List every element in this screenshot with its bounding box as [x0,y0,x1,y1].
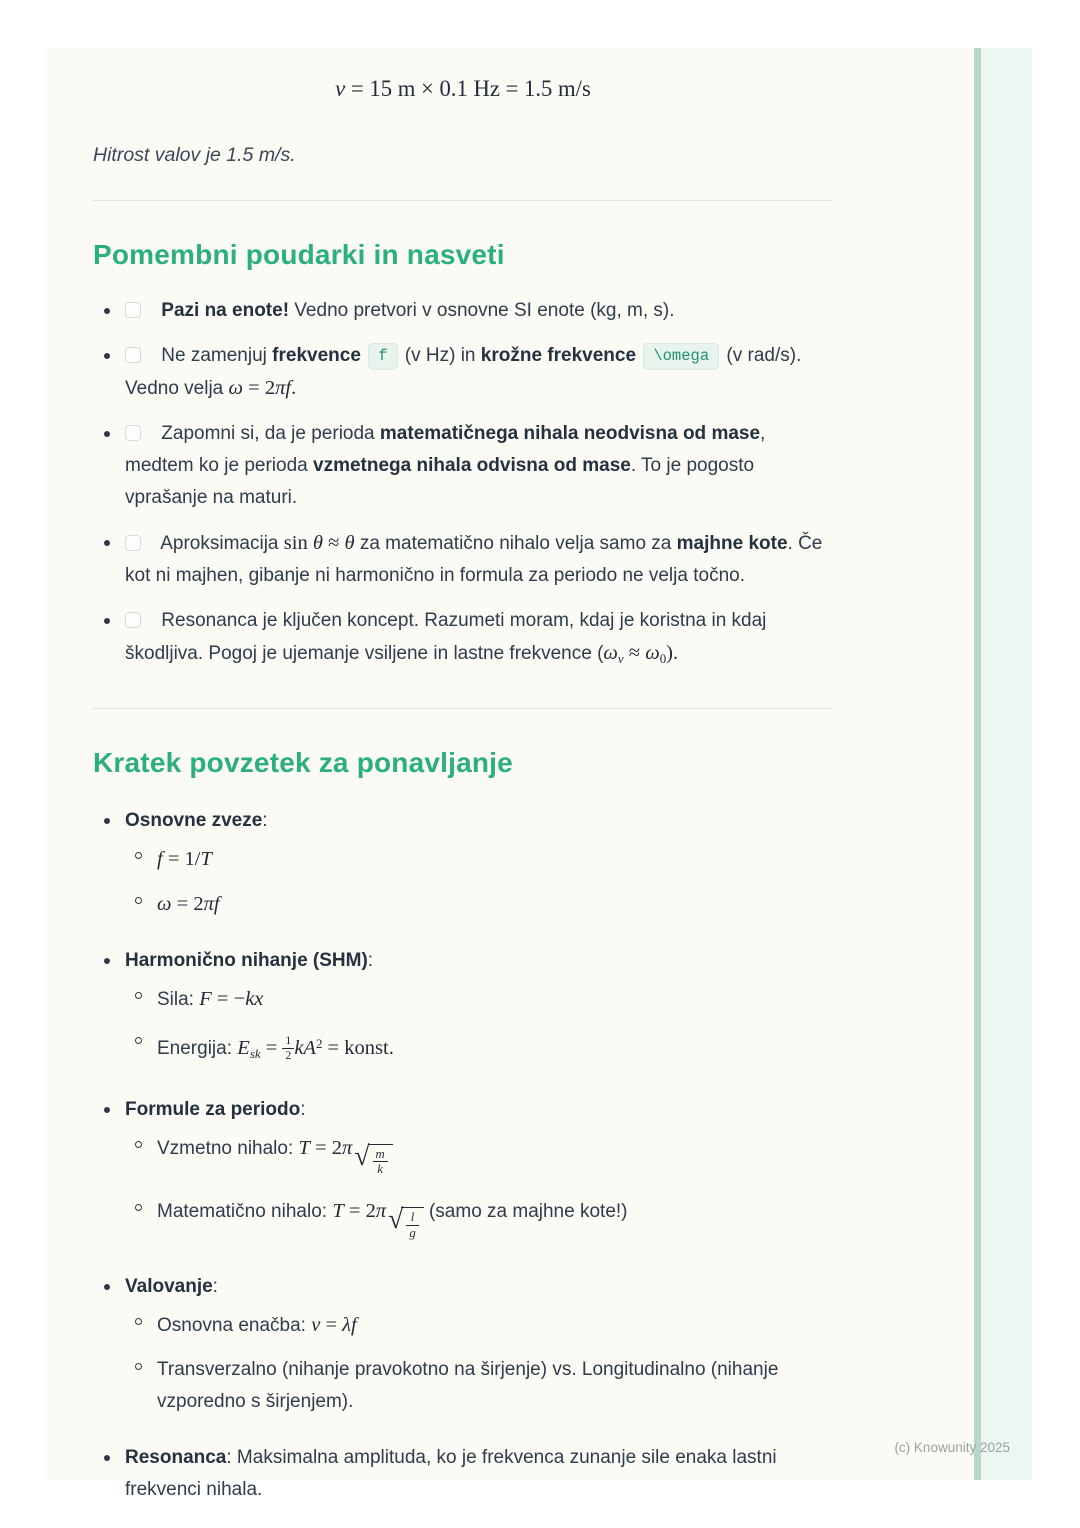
math-fragment: ω [157,892,172,915]
text-segment: Sila: [157,988,200,1010]
math-fragment: θ [312,532,323,554]
circle-bullet-icon [135,1363,142,1370]
item-text [157,894,220,915]
math-fragment: v [617,650,624,666]
text-segment: Osnovna enačba: [157,1314,312,1336]
bullet-icon [104,958,110,964]
item-text [161,300,674,321]
item-text [157,1136,393,1177]
text-segment: . To je pogosto vprašanje na maturi. [125,455,755,508]
item-text [125,345,801,399]
math-fragment: πf [203,892,220,915]
page-card [47,48,1032,1500]
checklist-item [125,605,833,675]
text-segment [636,345,641,366]
text-segment: Osnovne zveze [125,809,263,831]
text-segment: (v rad/s). Vedno velja [125,345,802,399]
text-segment: Zapomni si, da je perioda [161,423,380,444]
math-fragment: π [342,1136,353,1159]
text-segment: Pazi na enote! [161,300,290,321]
sub-list [125,840,833,924]
math-fragment: = 15 m × 0.1 Hz = 1.5 m/s [345,76,591,101]
sub-list [125,980,833,1073]
item-text [157,989,263,1010]
math-fragment: = 1/ [162,847,201,870]
text-segment: Formule za periodo [125,1098,301,1120]
summary-subitem [157,1025,833,1073]
copyright-text: (c) Knowunity 2025 [894,1440,1010,1455]
summary-item [125,1442,833,1506]
item-text [125,1276,218,1297]
circle-bullet-icon [135,852,142,859]
math-fragment: T [332,1200,344,1223]
text-segment: Matematično nihalo: [157,1201,333,1223]
text-segment: Energija: [157,1037,238,1059]
math-fragment: sk [249,1045,261,1061]
math-fragment: v [311,1313,321,1336]
checkbox[interactable] [125,535,141,551]
summary-item [125,1271,833,1421]
math-fragment: ω [645,642,660,664]
square-root [354,1139,392,1183]
checklist-item [125,340,833,405]
circle-bullet-icon [135,1141,142,1148]
item-text [125,533,822,586]
math-fragment: kA [294,1036,316,1059]
math-fragment: π [375,1200,387,1223]
code-chip: \omega [643,343,719,370]
math-fragment: = 2 [343,1200,376,1223]
math-fragment: sin [283,532,313,554]
section-title-highlights: Pomembni poudarki in nasveti [93,239,505,270]
circle-bullet-icon [135,1204,142,1211]
item-text [157,849,212,870]
item-text [157,1034,394,1062]
square-root [388,1203,424,1246]
radical-icon: √ [354,1139,370,1171]
checklist-item [125,295,833,327]
text-segment: , medtem ko je perioda [125,423,766,476]
checkbox[interactable] [125,347,141,363]
summary-item [125,1094,833,1250]
text-segment: Valovanje [125,1275,213,1297]
bullet-icon [104,1107,110,1113]
checklist-item [125,418,833,514]
circle-bullet-icon [135,992,142,999]
math-fragment: kx [245,987,264,1010]
item-text [125,810,268,831]
text-segment: majhne kote [676,533,788,554]
text-segment: Resonanca je ključen koncept. Razumeti moram, kdaj je koristna in kdaj škodljiva. Pogoj je ujemanje vsiljene in lastne frekvence ( [125,610,767,664]
sub-list [125,1129,833,1250]
summary-subitem [157,1351,833,1421]
math-fragment: λf [342,1313,357,1336]
math-fragment: ). [666,642,679,664]
math-fragment: = [260,1036,283,1059]
text-segment: Transverzalno (nihanje pravokotno na širjenje) vs. Longitudinalno (nihanje vzporedno s širjenjem). [157,1358,779,1412]
summary-item [125,945,833,1073]
math-fragment: = [320,1313,343,1336]
math-fragment: πf [275,377,292,399]
summary-subitem [157,885,833,924]
content-column [93,48,833,1527]
text-segment: : Maksimalna amplituda, ko je frekvenca zunanje sile enaka lastni frekvenci nihala. [125,1446,777,1500]
summary-list [93,805,833,1506]
item-text [125,1099,306,1120]
math-fragment: = − [211,987,246,1010]
bullet-icon [104,308,110,314]
summary-subitem [157,1129,833,1187]
summary-subitem [157,840,833,879]
math-fragment: 0 [659,650,667,666]
text-segment [361,345,366,366]
math-fragment: θ [344,532,355,554]
math-fragment: ω [603,642,618,664]
section-divider [93,708,833,709]
fraction: $\frac{1}{2}$ [282,1034,294,1061]
text-segment: za matematično nihalo velja samo za [354,533,677,554]
math-fragment: = 2 [243,377,276,399]
math-fragment: = konst. [322,1036,394,1059]
text-segment: krožne frekvence [480,345,637,366]
text-segment: Resonanca [125,1446,227,1468]
math-fragment: ω [228,377,244,399]
text-segment: : [367,949,374,971]
section-title-summary: Kratek povzetek za ponavljanje [93,746,513,778]
math-fragment: T [200,847,212,870]
highlights-list [93,295,833,675]
circle-bullet-icon [135,1318,142,1325]
summary-item [125,805,833,924]
text-segment: matematičnega nihala neodvisna od mase [379,423,761,444]
circle-bullet-icon [135,1037,142,1044]
text-segment: Vedno pretvori v osnovne SI enote (kg, m, s). [289,300,675,321]
bullet-icon [104,1455,110,1461]
text-segment: vzmetnega nihala odvisna od mase [313,455,631,476]
top-formula [93,48,833,102]
text-segment: frekvence [272,345,361,366]
text-segment: Ne zamenjuj [161,345,273,366]
math-fragment: = 2 [171,892,204,915]
bullet-icon [104,1284,110,1290]
math-fragment: . [291,377,297,399]
math-fragment: F [199,987,212,1010]
summary-subitem [157,1192,833,1250]
math-fragment: 2 [315,1035,323,1051]
circle-bullet-icon [135,897,142,904]
bullet-icon [104,431,110,437]
math-fragment: f [157,847,163,870]
item-text [125,423,765,508]
checklist-item [125,527,833,592]
item-text [125,1447,777,1500]
item-text [157,1315,357,1336]
text-segment: : [262,809,268,831]
math-fragment: E [237,1036,250,1059]
item-text [157,1200,628,1240]
item-text [125,950,373,971]
item-text [157,1359,778,1412]
checkbox[interactable] [125,302,141,318]
radical-icon: √ [388,1203,404,1235]
fraction: $\frac{m}{k}$ [373,1147,388,1176]
text-segment: : [300,1098,306,1120]
text-segment: . Če kot ni majhen, gibanje ni harmonično in formula za periodo ne velja točno. [125,533,823,586]
text-segment: (samo za majhne kote!) [423,1201,628,1223]
math-fragment: = 2 [309,1136,343,1159]
checkbox[interactable] [125,425,141,441]
accent-strip [974,48,1032,1480]
sub-list [125,1306,833,1421]
bullet-icon [104,540,110,546]
bullet-icon [104,618,110,624]
text-segment: Harmonično nihanje (SHM) [125,949,368,971]
text-segment: (v Hz) in [399,345,481,366]
item-text [125,610,766,664]
summary-subitem [157,980,833,1019]
text-segment: Vzmetno nihalo: [157,1137,299,1159]
bullet-icon [104,818,110,824]
summary-subitem [157,1306,833,1345]
fraction: $\frac{l}{g}$ [406,1210,418,1239]
math-fragment: ≈ [623,642,646,664]
code-chip: f [368,343,397,370]
bullet-icon [104,353,110,359]
text-segment: : [212,1275,218,1297]
section-divider [93,200,833,201]
math-fragment: T [298,1136,310,1159]
checkbox[interactable] [125,612,141,628]
note-text: Hitrost valov je 1.5 m/s. [93,144,296,166]
text-segment: Aproksimacija [160,533,284,554]
math-fragment: ≈ [322,532,345,554]
math-fragment: v [335,76,346,101]
